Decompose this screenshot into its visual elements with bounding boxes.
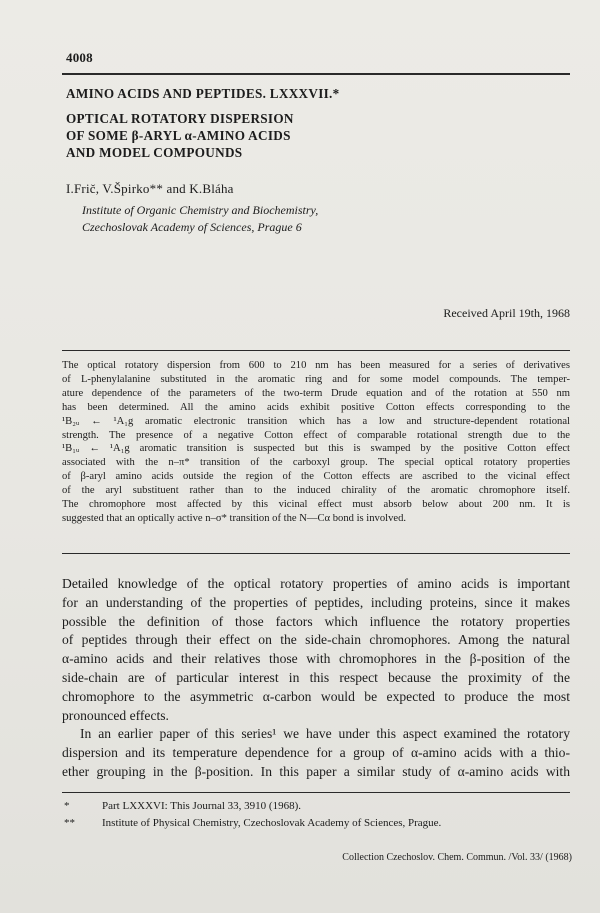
header-rule [62, 73, 570, 75]
title-line: OPTICAL ROTATORY DISPERSION [66, 111, 294, 126]
abstract-line: associated with the n–π* transition of the carboxyl group. The special optical rotatory properties [62, 457, 570, 469]
abstract-line: of L-phenylalanine substituted in the aromatic ring and for some model compounds. The temper- [62, 373, 570, 385]
body-line: In an earlier paper of this series¹ we have under this aspect examined the rotatory [80, 726, 570, 742]
abstract-line: has been determined. All the amino acids exhibit positive Cotton effects corresponding to the [62, 401, 570, 413]
footnote [64, 815, 441, 832]
footnotes [64, 798, 441, 832]
footnote-mark: ** [64, 817, 75, 829]
title-line: AND MODEL COMPOUNDS [66, 145, 243, 160]
series-title: AMINO ACIDS AND PEPTIDES. LXXXVII.* [66, 86, 340, 101]
abstract-line: suggested that an optically active n–σ* transition of the N—Cα bond is involved. [62, 512, 407, 524]
abstract-line: The optical rotatory dispersion from 600 to 210 nm has been measured for a series of derivatives [62, 360, 570, 371]
body-line: dispersion and its temperature dependence for a group of α-amino acids with a thio- [62, 745, 570, 761]
abstract-top-rule [62, 350, 570, 351]
abstract [62, 359, 570, 526]
abstract-bottom-rule [62, 553, 570, 554]
affiliation-line: Czechoslovak Academy of Sciences, Prague 6 [82, 220, 302, 234]
article-title [66, 110, 294, 161]
abstract-line: The chromophore most affected by this vicinal effect must absorb below about 200 nm. It is [62, 499, 570, 511]
footnote-text: Institute of Physical Chemistry, Czechoslovak Academy of Sciences, Prague. [102, 817, 442, 829]
authors: I.Frič, V.Špirko** and K.Bláha [66, 181, 234, 196]
body-line: Detailed knowledge of the optical rotatory properties of amino acids is important [62, 576, 570, 591]
abstract-line: ature dependence of the parameters of the two-term Drude equation and of the rotation at 550 nm [62, 387, 570, 399]
body-line: for an understanding of the properties of peptides, including proteins, since it makes [62, 594, 570, 610]
affiliation [82, 202, 318, 236]
abstract-line: of the aryl substituent rather than to the induced chirality of the aromatic chromophore itself. [62, 485, 570, 497]
body-line: side-chain are of particular interest in this respect because the proximity of the [62, 669, 570, 685]
abstract-line: strength. The presence of a negative Cotton effect of comparable rotational strength due to the [62, 429, 570, 441]
journal-footer: Collection Czechoslov. Chem. Commun. /Vol. 33/ (1968) [342, 852, 572, 863]
footnote-rule [62, 792, 570, 793]
abstract-line: ¹B₁ᵤ ← ¹A₁g aromatic transition is suspected but this is swamped by the positive Cotton effect [62, 443, 570, 455]
body-text [62, 575, 570, 782]
footnote-text: Part LXXXVI: This Journal 33, 3910 (1968). [102, 800, 301, 812]
footnote [64, 798, 441, 815]
body-line: possible the definition of those factors which influence the rotatory properties [62, 613, 570, 629]
received-date: Received April 19th, 1968 [443, 306, 570, 320]
abstract-line: of β-aryl amino acids outside the region of the Cotton effects are ascribed to the vicinal effect [62, 471, 570, 483]
body-line: α-amino acids and their relatives those with chromophores in the β-position of the [62, 651, 570, 667]
page-number: 4008 [66, 50, 93, 65]
body-line: chromophore to the asymmetric α-carbon would be expected to produce the most [62, 688, 570, 704]
abstract-line: ¹B₂ᵤ ← ¹A₁g aromatic electronic transition which has a low and structure-dependent rotational [62, 415, 570, 427]
title-line: OF SOME β-ARYL α-AMINO ACIDS [66, 128, 291, 143]
footnote-mark: * [64, 800, 70, 812]
affiliation-line: Institute of Organic Chemistry and Biochemistry, [82, 203, 319, 217]
body-line: of peptides through their effect on the side-chain chromophores. Among the natural [62, 632, 570, 648]
body-line: pronounced effects. [62, 707, 169, 723]
body-line: ether grouping in the β-position. In this paper a similar study of α-amino acids with [62, 763, 570, 779]
